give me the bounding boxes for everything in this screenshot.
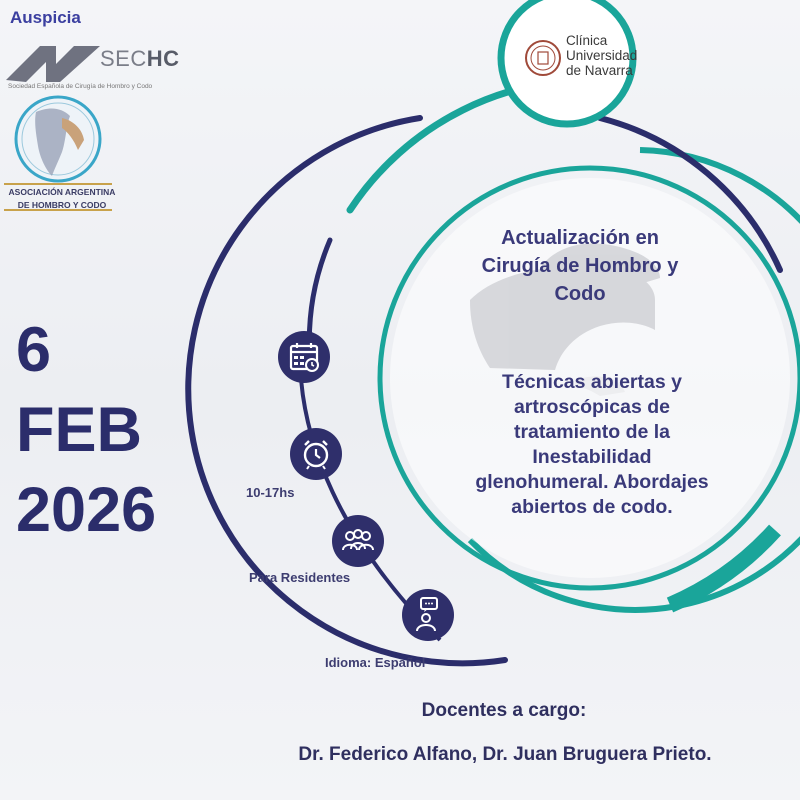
schedule-label: 10-17hs bbox=[246, 485, 295, 500]
sechc-logo-mark bbox=[6, 46, 100, 82]
audience-label: Para Residentes bbox=[249, 570, 351, 585]
sechc-subtitle: Sociedad Española de Cirugía de Hombro y Codo bbox=[8, 83, 153, 90]
event-subtitle: Técnicas abiertas y artroscópicas de tratamiento de la Inestabilidad glenohumeral. Abordajes abiertos de codo. bbox=[475, 371, 709, 518]
sechc-name: SECHC bbox=[100, 46, 180, 71]
calendar-icon bbox=[278, 331, 330, 383]
clinic-name: Clínica Universidad de Navarra bbox=[566, 33, 638, 78]
sponsor-label: Auspicia bbox=[10, 8, 81, 27]
alarm-clock-icon bbox=[290, 428, 342, 480]
event-date bbox=[16, 310, 156, 550]
teachers-title: Docentes a cargo: bbox=[421, 700, 587, 721]
speech-person-icon bbox=[402, 589, 454, 641]
language-label: Idioma: Español bbox=[325, 655, 426, 670]
event-title: Actualización en Cirugía de Hombro y Codo bbox=[481, 227, 679, 305]
date-day: 6 bbox=[16, 315, 52, 385]
aaoc-name: ASOCIACIÓN ARGENTINA DE HOMBRO Y CODO bbox=[8, 187, 116, 210]
group-icon bbox=[332, 515, 384, 567]
date-year: 2026 bbox=[16, 475, 157, 545]
date-month: FEB bbox=[16, 395, 142, 465]
teachers-names: Dr. Federico Alfano, Dr. Juan Bruguera Prieto. bbox=[298, 744, 712, 765]
